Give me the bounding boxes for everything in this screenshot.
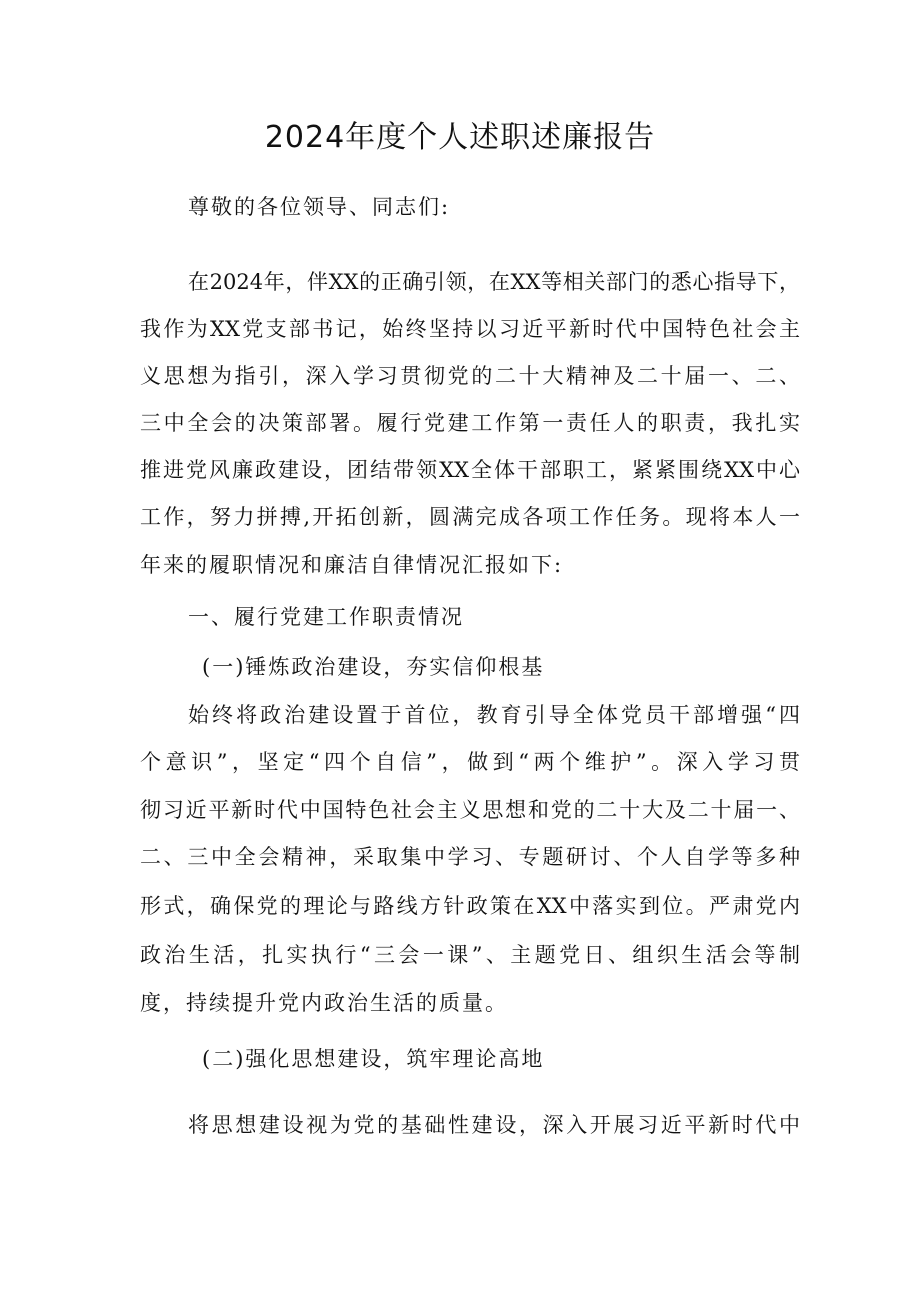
subsection-heading: (二)强化思想建设，筑牢理论高地 bbox=[202, 1047, 545, 1071]
subsection-heading: (一)锤炼政治建设，夯实信仰根基 bbox=[202, 655, 545, 679]
paragraph-line: 个意识”，坚定“四个自信”，做到“两个维护”。深入学习贯 bbox=[140, 750, 800, 774]
paragraph-line: 彻习近平新时代中国特色社会主义思想和党的二十大及二十届一、 bbox=[140, 798, 800, 822]
section-heading: 一、履行党建工作职责情况 bbox=[188, 605, 464, 629]
paragraph-line: 工作，努力拼搏,开拓创新，圆满完成各项工作任务。现将本人一 bbox=[140, 505, 800, 529]
paragraph-line: 在2024年，伴XX的正确引领，在XX等相关部门的悉心指导下， bbox=[188, 270, 800, 294]
paragraph-line: 推进党风廉政建设，团结带领XX全体干部职工，紧紧围绕XX中心 bbox=[140, 458, 800, 482]
salutation: 尊敬的各位领导、同志们: bbox=[188, 195, 451, 219]
paragraph-line: 将思想建设视为党的基础性建设，深入开展习近平新时代中 bbox=[188, 1113, 800, 1137]
paragraph-line: 度，持续提升党内政治生活的质量。 bbox=[140, 991, 508, 1015]
paragraph-line: 二、三中全会精神，采取集中学习、专题研讨、个人自学等多种 bbox=[140, 845, 800, 869]
paragraph-line: 年来的履职情况和廉洁自律情况汇报如下: bbox=[140, 553, 564, 577]
paragraph-line: 义思想为指引，深入学习贯彻党的二十大精神及二十届一、二、 bbox=[140, 364, 800, 388]
paragraph-line: 三中全会的决策部署。履行党建工作第一责任人的职责，我扎实 bbox=[140, 411, 800, 435]
paragraph-line: 形式，确保党的理论与路线方针政策在XX中落实到位。严肃党内 bbox=[140, 894, 800, 918]
paragraph-line: 始终将政治建设置于首位，教育引导全体党员干部增强“四 bbox=[188, 703, 800, 727]
paragraph-line: 政治生活，扎实执行“三会一课”、主题党日、组织生活会等制 bbox=[140, 943, 800, 967]
paragraph-line: 我作为XX党支部书记，始终坚持以习近平新时代中国特色社会主 bbox=[140, 317, 800, 341]
document-title: 2024年度个人述职述廉报告 bbox=[264, 120, 656, 155]
